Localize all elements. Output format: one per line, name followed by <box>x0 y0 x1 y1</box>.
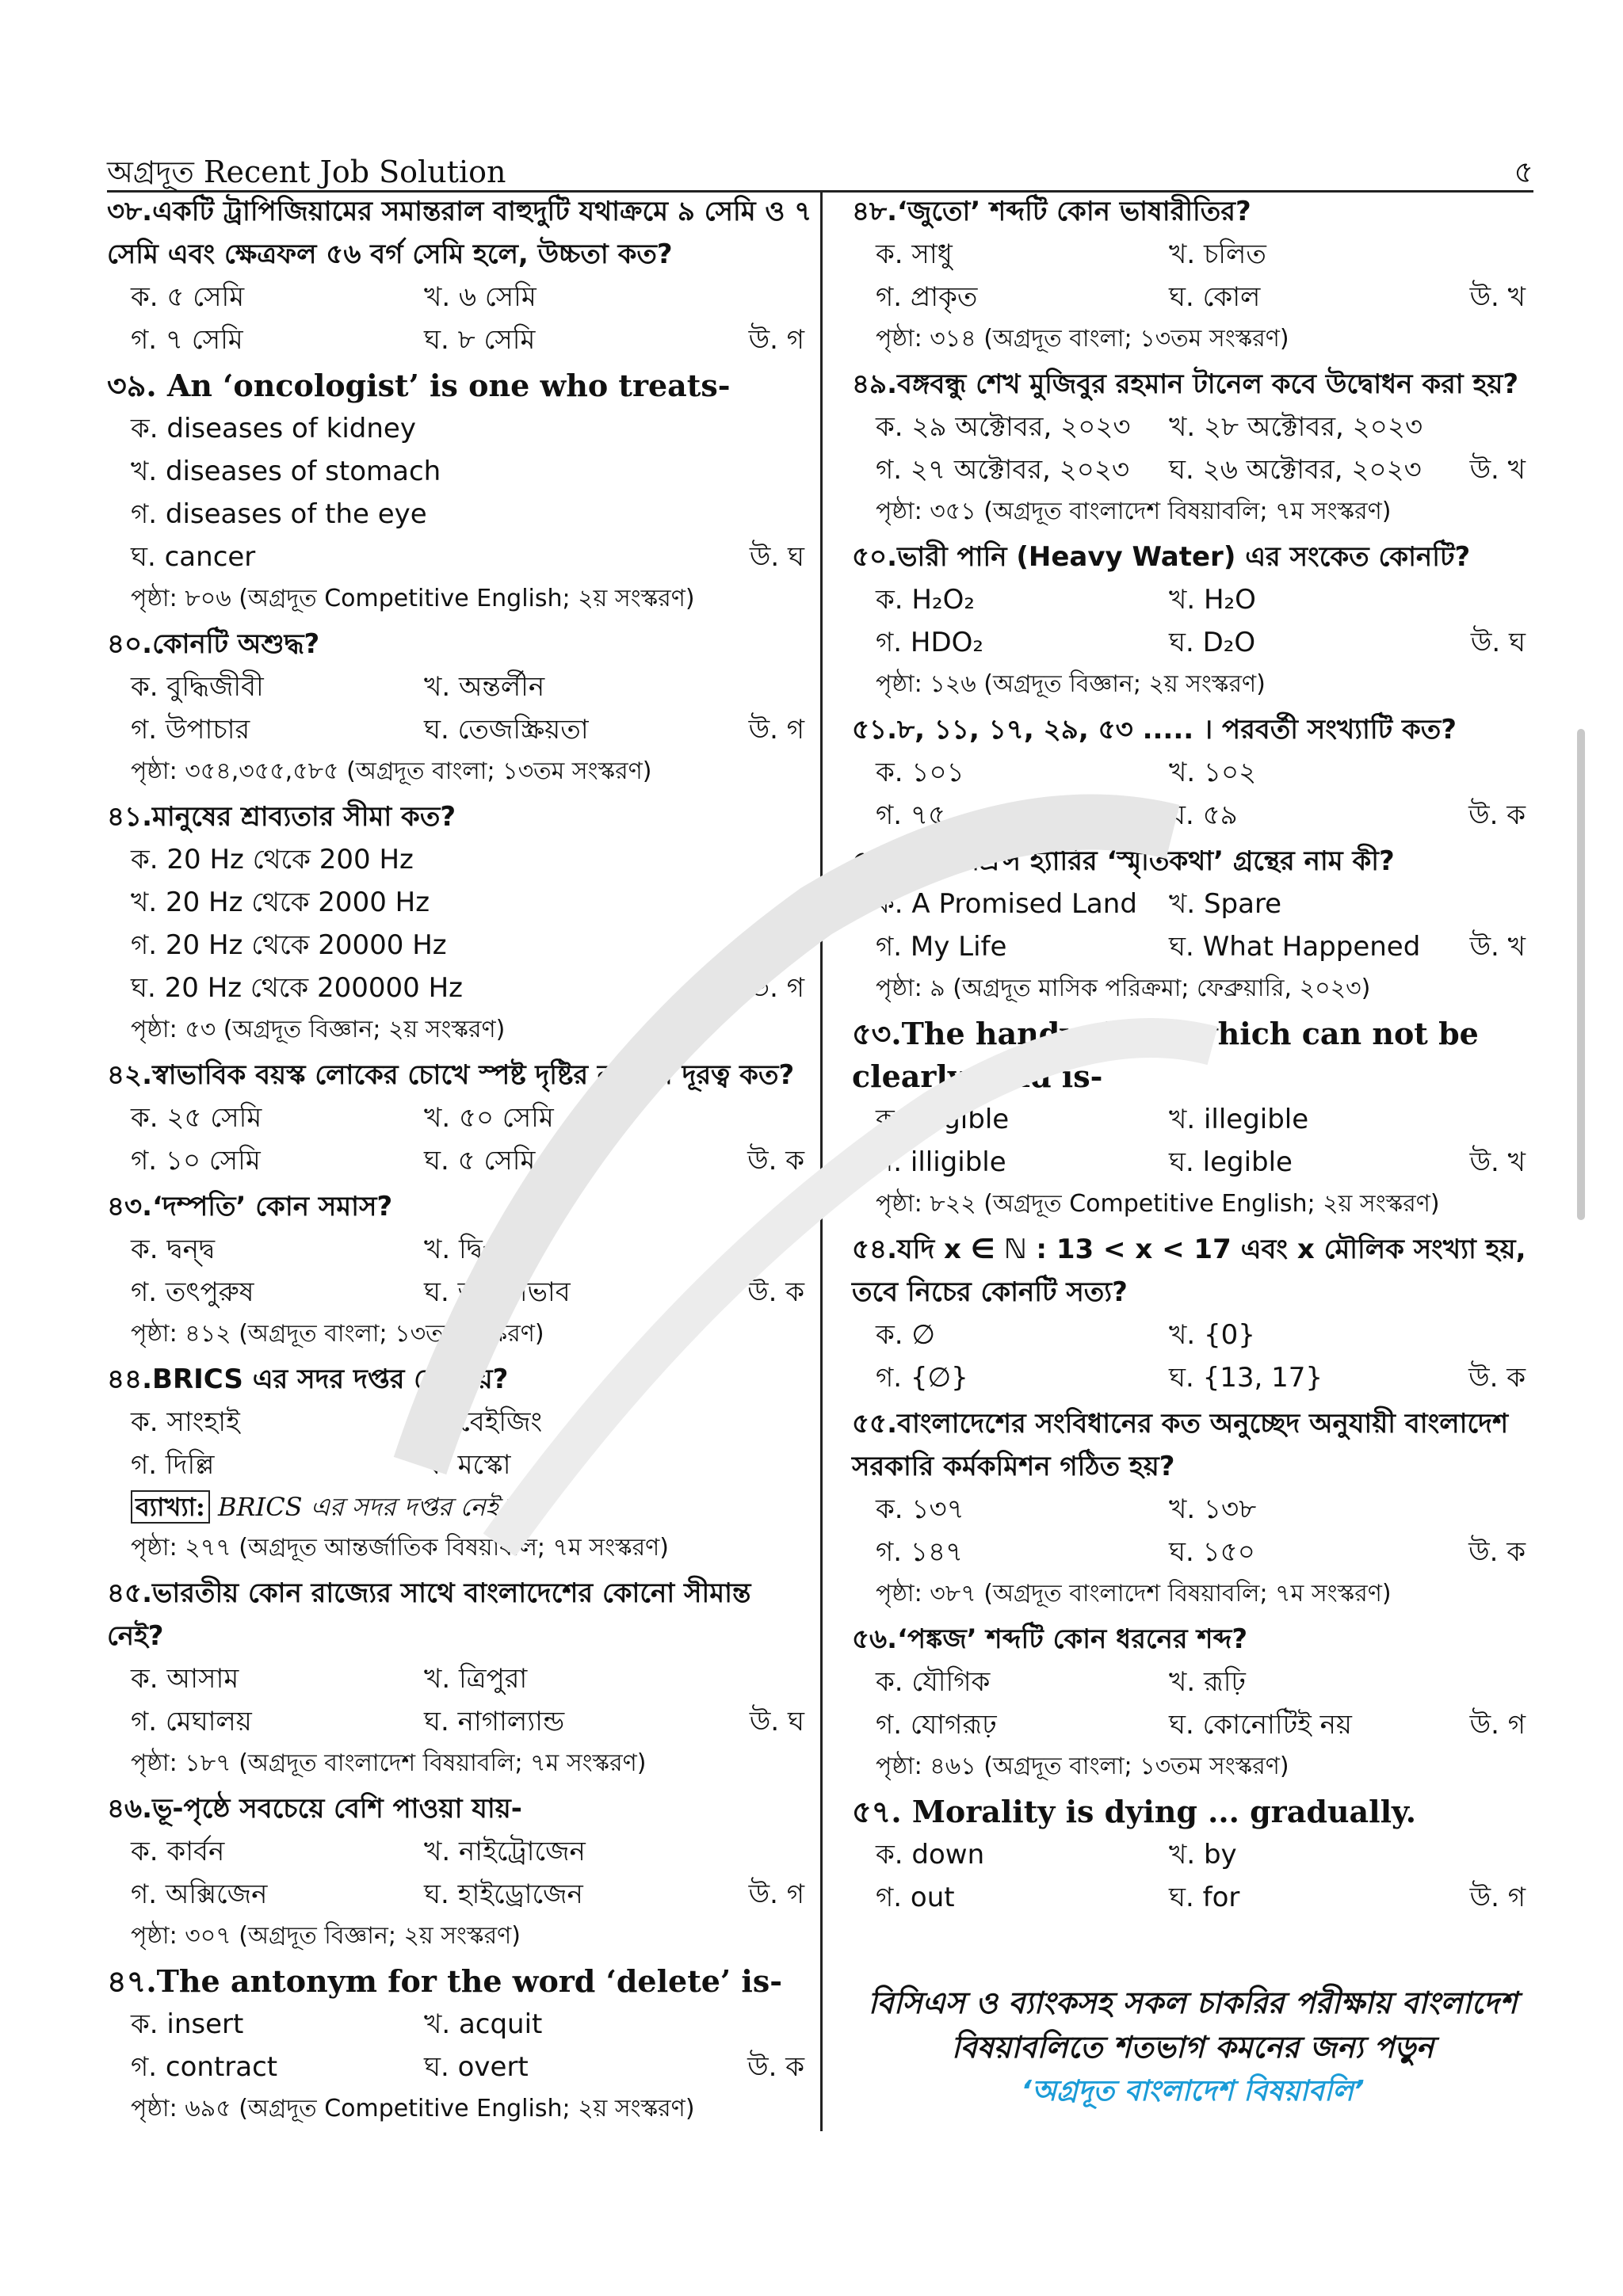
option: খ. বেইজিং <box>424 1406 543 1438</box>
option-row <box>131 318 812 361</box>
options <box>876 1833 1533 1919</box>
answer-label: উ. ঘ <box>749 541 804 573</box>
question-block <box>852 190 1533 360</box>
question-block <box>852 708 1533 837</box>
page-header <box>107 143 1533 193</box>
option: খ. ত্রিপুরা <box>424 1663 528 1695</box>
source-reference: পৃষ্ঠা: ৩১৪ (অগ্রদূত বাংলা; ১৩তম সংস্করণ) <box>876 325 1289 353</box>
option-row <box>876 1141 1533 1184</box>
page-number: ৫ <box>1514 154 1533 189</box>
option-row <box>876 1488 1533 1531</box>
option: ক. A Promised Land <box>876 888 1137 920</box>
option: ঘ. What Happened <box>1169 931 1421 963</box>
option-row <box>131 881 812 924</box>
explanation <box>131 1486 812 1527</box>
answer-label: উ. গ <box>748 972 804 1004</box>
option: ক. সাংহাই <box>131 1406 240 1438</box>
option-row <box>876 1833 1533 1876</box>
source-reference: পৃষ্ঠা: ৪৬১ (অগ্রদূত বাংলা; ১৩তম সংস্করণ) <box>876 1753 1289 1780</box>
option: খ. Spare <box>1169 888 1282 920</box>
question-text: ৪৪.BRICS এর সদর দপ্তর কোথায়? <box>107 1363 509 1395</box>
option: গ. যোগরূঢ় <box>876 1709 997 1741</box>
option: গ. illigible <box>876 1146 1006 1178</box>
question-text: ৫২.ব্রিটিশ প্রিন্স হ্যারির ‘স্মৃতিকথা’ গ্রন্থের নাম কী? <box>852 845 1395 877</box>
option: গ. contract <box>131 2051 278 2083</box>
option-row <box>876 1661 1533 1703</box>
source-reference: পৃষ্ঠা: ৬৯৫ (অগ্রদূত Competitive English; ২য় সংস্করণ) <box>131 2095 695 2122</box>
option: ক. ২৫ সেমি <box>131 1102 262 1134</box>
options <box>131 276 812 361</box>
source-reference: পৃষ্ঠা: ৯ (অগ্রদূত মাসিক পরিক্রমা; ফেব্রুয়ারি, ২০২৩) <box>876 974 1371 1002</box>
options <box>876 1661 1533 1746</box>
option-row <box>131 1271 812 1314</box>
question-text: ৫৪.যদি x ∈ ℕ : 13 < x < 17 এবং x মৌলিক সংখ্যা হয়, তবে নিচের কোনটি সত্য? <box>852 1234 1526 1308</box>
option: ক. insert <box>131 2008 244 2040</box>
option-row <box>131 666 812 708</box>
options <box>876 883 1533 968</box>
option: ক. ৫ সেমি <box>131 281 245 313</box>
option: ঘ. 20 Hz থেকে 200000 Hz <box>131 972 463 1004</box>
question-text: ৫৫.বাংলাদেশের সংবিধানের কত অনুচ্ছেদ অনুযায়ী বাংলাদেশ সরকারি কর্মকমিশন গঠিত হয়? <box>852 1408 1509 1482</box>
source-reference: পৃষ্ঠা: ৩৫৪,৩৫৫,৫৮৫ (অগ্রদূত বাংলা; ১৩তম সংস্করণ) <box>131 757 652 785</box>
running-title: অগ্রদূত Recent Job Solution <box>107 154 506 189</box>
option-row <box>876 794 1533 837</box>
option-row <box>876 1876 1533 1919</box>
option: ক. বুদ্ধিজীবী <box>131 671 264 703</box>
options <box>131 1228 812 1314</box>
option: খ. ১০২ <box>1169 757 1257 788</box>
option-row <box>876 1098 1533 1141</box>
option: ক. 20 Hz থেকে 200 Hz <box>131 844 414 875</box>
option: খ. ১৩৮ <box>1169 1493 1257 1525</box>
question-block <box>107 1787 812 1957</box>
question-text: ৫১.৮, ১১, ১৭, ২৯, ৫৩ ..... । পরবর্তী সংখ্যাটি কত? <box>852 714 1457 746</box>
option: গ. মেঘালয় <box>131 1706 252 1737</box>
option: খ. রূঢ়ি <box>1169 1666 1246 1698</box>
promo-line-2: বিষয়াবলিতে শতভাগ কমনের জন্য পড়ুন <box>951 2030 1434 2065</box>
source-reference: পৃষ্ঠা: ৮০৬ (অগ্রদূত Competitive English; ২য় সংস্করণ) <box>131 585 695 612</box>
options <box>876 1098 1533 1184</box>
option: ঘ. for <box>1169 1882 1240 1913</box>
question-text: ৪৭.The antonym for the word ‘delete’ is- <box>107 1963 782 1999</box>
option: গ. out <box>876 1882 955 1913</box>
option-row <box>876 1314 1533 1356</box>
option-row <box>131 838 812 881</box>
answer-label: উ. ঘ <box>1470 627 1526 658</box>
option-row <box>131 1228 812 1271</box>
question-text: ৫৭. Morality is dying ... gradually. <box>852 1794 1416 1829</box>
option: ঘ. {13, 17} <box>1169 1362 1323 1394</box>
options <box>876 1488 1533 1573</box>
question-block <box>107 364 812 620</box>
right-column <box>852 190 1533 1922</box>
question-text: ৫০.ভারী পানি (Heavy Water) এর সংকেত কোনটি? <box>852 541 1471 573</box>
option-row <box>131 536 812 578</box>
question-block <box>107 1185 812 1355</box>
option: খ. চলিত <box>1169 238 1266 270</box>
answer-label: উ. গ <box>1469 1709 1526 1741</box>
option-row <box>131 1657 812 1700</box>
option: গ. ৭৫ <box>876 799 946 831</box>
option-row <box>876 1703 1533 1746</box>
option-row <box>131 1139 812 1182</box>
option-row <box>876 621 1533 664</box>
option: ক. কার্বন <box>131 1836 225 1867</box>
question-block <box>852 1013 1533 1225</box>
option: ক. যৌগিক <box>876 1666 991 1698</box>
question-block <box>107 190 812 361</box>
option-row <box>131 1830 812 1873</box>
source-reference: পৃষ্ঠা: ১২৬ (অগ্রদূত বিজ্ঞান; ২য় সংস্করণ) <box>876 670 1266 698</box>
option-row <box>131 450 812 493</box>
question-block <box>107 1960 812 2130</box>
scrollbar-thumb[interactable] <box>1577 729 1585 1220</box>
option: ক. H₂O₂ <box>876 584 975 616</box>
option: খ. diseases of stomach <box>131 456 441 487</box>
option-row <box>131 276 812 318</box>
answer-label: উ. ক <box>747 1276 804 1308</box>
source-reference: পৃষ্ঠা: ১৮৭ (অগ্রদূত বাংলাদেশ বিষয়াবলি; ৭ম সংস্করণ) <box>131 1749 647 1777</box>
options <box>131 2003 812 2088</box>
question-text: ৫৬.‘পঙ্কজ’ শব্দটি কোন ধরনের শব্দ? <box>852 1623 1248 1655</box>
question-block <box>852 1402 1533 1615</box>
option: ঘ. ৫ সেমি <box>424 1145 536 1177</box>
source-reference: পৃষ্ঠা: ৩০৭ (অগ্রদূত বিজ্ঞান; ২য় সংস্করণ) <box>131 1922 521 1950</box>
option: খ. ২৮ অক্টোবর, ২০২৩ <box>1169 411 1423 443</box>
options <box>131 407 812 578</box>
option: গ. প্রাকৃত <box>876 281 978 313</box>
option: খ. illegible <box>1169 1104 1309 1135</box>
option: ঘ. কোনোটিই নয় <box>1169 1709 1352 1741</box>
option: ক. ১৩৭ <box>876 1493 964 1525</box>
option: ক. ∅ <box>876 1319 936 1351</box>
option: খ. 20 Hz থেকে 2000 Hz <box>131 887 430 918</box>
question-block <box>107 795 812 1051</box>
option-row <box>131 708 812 751</box>
option-row <box>876 406 1533 448</box>
answer-label: উ. খ <box>1469 1146 1526 1178</box>
options <box>131 1657 812 1743</box>
option: খ. দ্বিগু <box>424 1234 507 1265</box>
option: ঘ. অব্যয়ীভাব <box>424 1276 571 1308</box>
option: গ. অক্সিজেন <box>131 1878 268 1910</box>
option: গ. {∅} <box>876 1362 968 1394</box>
answer-label: উ. খ <box>1469 454 1526 486</box>
question-text: ৪৩.‘দম্পতি’ কোন সমাস? <box>107 1191 393 1222</box>
option: গ. দিল্লি <box>131 1449 215 1481</box>
question-text: ৩৮.একটি ট্রাপিজিয়ামের সমান্তরাল বাহুদুটি যথাক্রমে ৯ সেমি ও ৭ সেমি এবং ক্ষেত্রফল ৫৬ বর্গ সেমি হলে, উচ্চতা কত? <box>107 196 812 270</box>
option: খ. H₂O <box>1169 584 1256 616</box>
source-reference: পৃষ্ঠা: ৪১২ (অগ্রদূত বাংলা; ১৩তম সংস্করণ) <box>131 1320 544 1348</box>
option: ক. দ্বন্দ্ব <box>131 1234 216 1265</box>
option: গ. ১০ সেমি <box>131 1145 261 1177</box>
option: ঘ. cancer <box>131 541 256 573</box>
answer-label: উ. খ <box>1469 281 1526 313</box>
answer-label: উ. গ <box>1469 1882 1526 1913</box>
option-row <box>876 233 1533 276</box>
source-reference: পৃষ্ঠা: ২৭৭ (অগ্রদূত আন্তর্জাতিক বিষয়াবলি; ৭ম সংস্করণ) <box>131 1534 669 1562</box>
option: ঘ. ৫৯ <box>1169 799 1238 831</box>
option: ঘ. ২৬ অক্টোবর, ২০২৩ <box>1169 454 1422 486</box>
source-reference: পৃষ্ঠা: ৩৮৭ (অগ্রদূত বাংলাদেশ বিষয়াবলি; ৭ম সংস্করণ) <box>876 1580 1392 1608</box>
option-row <box>131 1873 812 1916</box>
option: ঘ. legible <box>1169 1146 1293 1178</box>
option: ঘ. মস্কো <box>424 1449 511 1481</box>
source-reference: পৃষ্ঠা: ৩৫১ (অগ্রদূত বাংলাদেশ বিষয়াবলি; ৭ম সংস্করণ) <box>876 498 1392 525</box>
option: খ. ৬ সেমি <box>424 281 537 313</box>
source-reference: পৃষ্ঠা: ৮২২ (অগ্রদূত Competitive English; ২য় সংস্করণ) <box>876 1190 1440 1218</box>
options <box>876 578 1533 664</box>
question-block <box>852 840 1533 1009</box>
option: ঘ. D₂O <box>1169 627 1256 658</box>
options <box>131 1401 812 1486</box>
option: ক. ২৯ অক্টোবর, ২০২৩ <box>876 411 1131 443</box>
option: ঘ. তেজস্ক্রিয়তা <box>424 714 589 746</box>
option: গ. উপাচার <box>131 714 250 746</box>
option-row <box>131 1401 812 1444</box>
option: গ. ৭ সেমি <box>131 324 243 356</box>
option: গ. ২৭ অক্টোবর, ২০২৩ <box>876 454 1130 486</box>
option: খ. by <box>1169 1839 1237 1871</box>
options <box>131 838 812 1009</box>
option-row <box>876 925 1533 968</box>
promo-line-1: বিসিএস ও ব্যাংকসহ সকল চাকরির পরীক্ষায় বাংলাদেশ <box>868 1985 1518 2020</box>
option-row <box>131 924 812 967</box>
question-block <box>107 623 812 792</box>
option-row <box>876 448 1533 491</box>
option-row <box>876 751 1533 794</box>
question-block <box>107 1572 812 1784</box>
option: গ. ১৪৭ <box>876 1536 964 1568</box>
option: ক. ১০১ <box>876 757 964 788</box>
option-row <box>131 2046 812 2088</box>
question-text: ৪০.কোনটি অশুদ্ধ? <box>107 628 320 660</box>
question-block <box>852 536 1533 705</box>
explanation-tag: ব্যাখ্যা: <box>131 1490 210 1524</box>
option: খ. নাইট্রোজেন <box>424 1836 586 1867</box>
options <box>876 233 1533 318</box>
option-row <box>131 493 812 536</box>
option: ক. eligible <box>876 1104 1010 1135</box>
option-row <box>131 967 812 1009</box>
option: ক. diseases of kidney <box>131 413 416 444</box>
option: ঘ. নাগাল্যান্ড <box>424 1706 565 1737</box>
question-block <box>852 1228 1533 1399</box>
question-block <box>852 363 1533 532</box>
option: ঘ. overt <box>424 2051 529 2083</box>
option: ক. সাধু <box>876 238 953 270</box>
option: ক. down <box>876 1839 985 1871</box>
option-row <box>131 1097 812 1139</box>
options <box>876 1314 1533 1399</box>
answer-label: উ. গ <box>748 1878 804 1910</box>
options <box>131 1830 812 1916</box>
question-block <box>852 1791 1533 1919</box>
option: গ. My Life <box>876 931 1007 963</box>
option: ক. আসাম <box>131 1663 239 1695</box>
option: খ. acquit <box>424 2008 543 2040</box>
answer-label: উ. গ <box>748 714 804 746</box>
option: ঘ. কোল <box>1169 281 1261 313</box>
column-divider <box>820 190 823 2131</box>
option-row <box>131 407 812 450</box>
question-text: ৫৩.The handwriting which can not be clearly read is- <box>852 1016 1479 1094</box>
question-text: ৪৫.ভারতীয় কোন রাজ্যের সাথে বাংলাদেশের কোনো সীমান্ত নেই? <box>107 1577 751 1652</box>
options <box>131 1097 812 1182</box>
option: ঘ. ৮ সেমি <box>424 324 536 356</box>
option-row <box>876 1531 1533 1573</box>
question-text: ৪৮.‘জুতো’ শব্দটি কোন ভাষারীতির? <box>852 196 1251 227</box>
promo-box <box>852 1981 1533 2114</box>
answer-label: উ. খ <box>1469 931 1526 963</box>
answer-label: উ. গ <box>748 324 804 356</box>
option: গ. diseases of the eye <box>131 498 427 530</box>
answer-label: উ. ঘ <box>749 1706 804 1737</box>
question-text: ৪৯.বঙ্গবন্ধু শেখ মুজিবুর রহমান টানেল কবে উদ্বোধন করা হয়? <box>852 368 1519 400</box>
option: খ. অন্তর্লীন <box>424 671 545 703</box>
promo-line-3: ‘অগ্রদূত বাংলাদেশ বিষয়াবলি’ <box>1021 2075 1365 2107</box>
question-text: ৩৯. An ‘oncologist’ is one who treats- <box>107 368 731 403</box>
question-text: ৪২.স্বাভাবিক বয়স্ক লোকের চোখে স্পষ্ট দৃষ্টির ন্যূনতম দূরত্ব কত? <box>107 1059 795 1091</box>
option-row <box>131 2003 812 2046</box>
options <box>131 666 812 751</box>
option: ঘ. হাইড্রোজেন <box>424 1878 583 1910</box>
option: গ. তৎপুরুষ <box>131 1276 254 1308</box>
option-row <box>876 578 1533 621</box>
explanation-text: BRICS এর সদর দপ্তর নেই। <box>209 1492 508 1522</box>
source-reference: পৃষ্ঠা: ৫৩ (অগ্রদূত বিজ্ঞান; ২য় সংস্করণ) <box>131 1016 506 1043</box>
question-text: ৪৬.ভূ-পৃষ্ঠে সবচেয়ে বেশি পাওয়া যায়- <box>107 1793 522 1825</box>
answer-label: উ. ক <box>1468 1362 1526 1394</box>
option-row <box>876 883 1533 925</box>
options <box>876 406 1533 491</box>
question-text: ৪১.মানুষের শ্রাব্যতার সীমা কত? <box>107 801 456 833</box>
question-block <box>107 1358 812 1569</box>
options <box>876 751 1533 837</box>
option-row <box>131 1700 812 1743</box>
answer-label: উ. ক <box>1468 1536 1526 1568</box>
option-row <box>876 276 1533 318</box>
question-block <box>107 1054 812 1182</box>
answer-label: উ. ক <box>747 1145 804 1177</box>
answer-label: উ. ক <box>747 2051 804 2083</box>
option: ঘ. ১৫০ <box>1169 1536 1255 1568</box>
answer-label: উ. ক <box>1468 799 1526 831</box>
question-block <box>852 1618 1533 1787</box>
option: গ. 20 Hz থেকে 20000 Hz <box>131 929 447 961</box>
option: গ. HDO₂ <box>876 627 984 658</box>
left-column <box>107 190 812 2133</box>
option: খ. ৫০ সেমি <box>424 1102 554 1134</box>
option-row <box>876 1356 1533 1399</box>
option-row <box>131 1444 812 1486</box>
option: খ. {0} <box>1169 1319 1255 1351</box>
